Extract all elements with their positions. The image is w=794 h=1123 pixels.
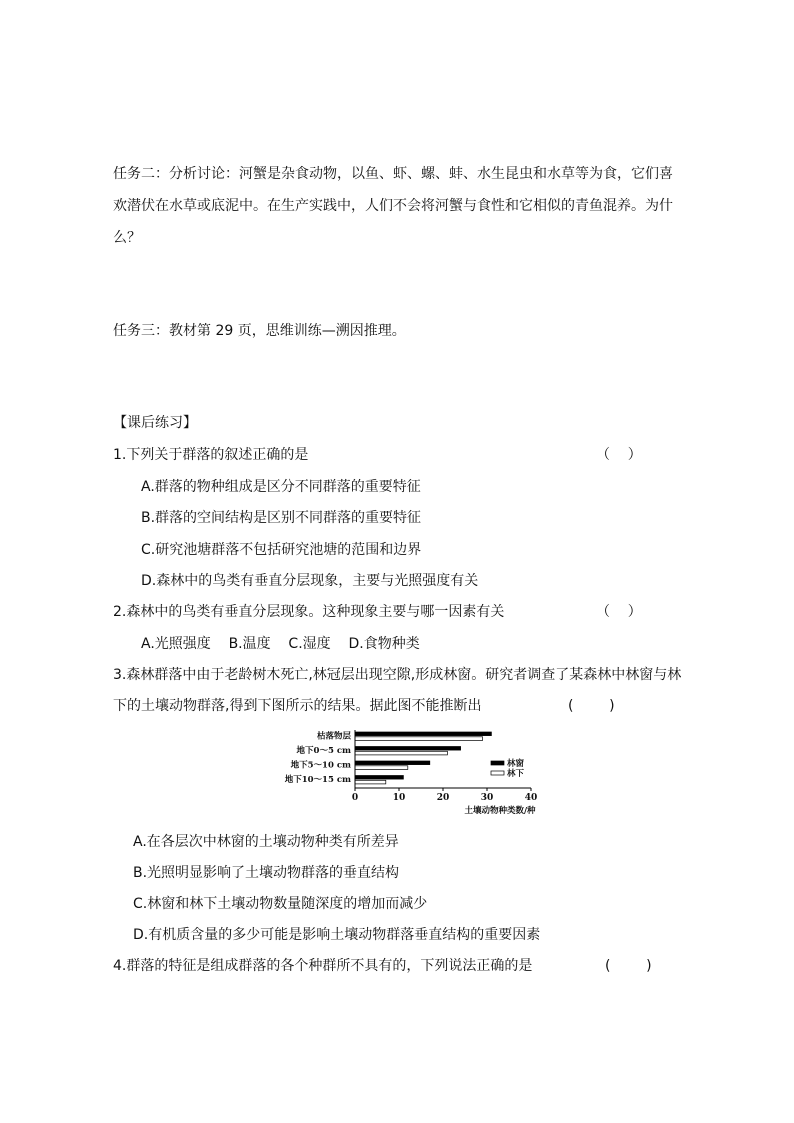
q1-stem: 1.下列关于群落的叙述正确的是 <box>113 447 309 463</box>
q4-answer-paren: ( ) <box>605 958 652 974</box>
category-label: 地下10～15 cm <box>284 775 351 785</box>
q1-option-a: A.群落的物种组成是区分不同群落的重要特征 <box>141 479 421 495</box>
bar-linxia <box>355 766 408 770</box>
q3-stem-line-2: 下的土壤动物群落,得到下图所示的结果。据此图不能推断出 <box>113 698 482 714</box>
bar-linxia <box>355 780 386 784</box>
bar-linchuang <box>355 761 430 765</box>
q3-option-a: A.在各层次中林窗的土壤动物种类有所差异 <box>133 834 399 850</box>
q3-answer-paren: ( ) <box>568 698 615 714</box>
category-label: 地下5～10 cm <box>290 760 351 771</box>
legend-swatch <box>491 771 504 775</box>
legend-label: 林下 <box>507 769 525 779</box>
x-tick-label: 10 <box>392 793 406 803</box>
x-tick-label: 20 <box>436 793 450 803</box>
legend-label: 林窗 <box>507 759 525 769</box>
x-tick-label: 30 <box>480 793 494 803</box>
task2-line-2: 欢潜伏在水草或底泥中。在生产实践中，人们不会将河蟹与食性和它相似的青鱼混养。为什 <box>113 198 673 214</box>
x-axis-label: 土壤动物种类数/种 <box>464 806 536 816</box>
soil-animal-chart-svg <box>280 726 550 821</box>
q4-stem: 4.群落的特征是组成群落的各个种群所不具有的，下列说法正确的是 <box>113 958 533 974</box>
q1-option-d: D.森林中的鸟类有垂直分层现象，主要与光照强度有关 <box>141 573 479 589</box>
x-tick-label: 40 <box>524 793 538 803</box>
bar-linchuang <box>355 776 403 780</box>
x-tick-label: 0 <box>351 793 359 803</box>
bar-linchuang <box>355 732 491 736</box>
q1-option-c: C.研究池塘群落不包括研究池塘的范围和边界 <box>141 542 422 558</box>
q2-stem: 2.森林中的鸟类有垂直分层现象。这种现象主要与哪一因素有关 <box>113 604 505 620</box>
bar-linchuang <box>355 747 461 751</box>
category-label: 枯落物层 <box>316 731 351 742</box>
task2-line-1: 任务二：分析讨论：河蟹是杂食动物，以鱼、虾、螺、蚌、水生昆虫和水草等为食，它们喜 <box>113 166 673 182</box>
q1-answer-paren: （ ） <box>596 447 642 463</box>
q2-options: A.光照强度 B.温度 C.湿度 D.食物种类 <box>141 636 420 652</box>
task3-text: 任务三：教材第 29 页，思维训练—溯因推理。 <box>113 323 406 339</box>
q1-option-b: B.群落的空间结构是区别不同群落的重要特征 <box>141 510 422 526</box>
legend-swatch <box>491 761 504 765</box>
q2-answer-paren: （ ） <box>596 604 642 620</box>
bar-linxia <box>355 737 483 741</box>
category-label: 地下0～5 cm <box>296 746 351 756</box>
q3-option-b: B.光照明显影响了土壤动物群落的垂直结构 <box>133 865 400 881</box>
bar-linxia <box>355 751 447 755</box>
task2-line-3: 么？ <box>113 230 141 246</box>
q3-stem-line-1: 3.森林群落中由于老龄树木死亡,林冠层出现空隙,形成林窗。研究者调查了某森林中林窗与林 <box>113 667 682 683</box>
soil-animal-chart <box>280 726 550 821</box>
q3-option-c: C.林窗和林下土壤动物数量随深度的增加而减少 <box>133 896 428 912</box>
q3-option-d: D.有机质含量的多少可能是影响土壤动物群落垂直结构的重要因素 <box>133 927 541 943</box>
exercise-header: 【课后练习】 <box>113 415 197 431</box>
